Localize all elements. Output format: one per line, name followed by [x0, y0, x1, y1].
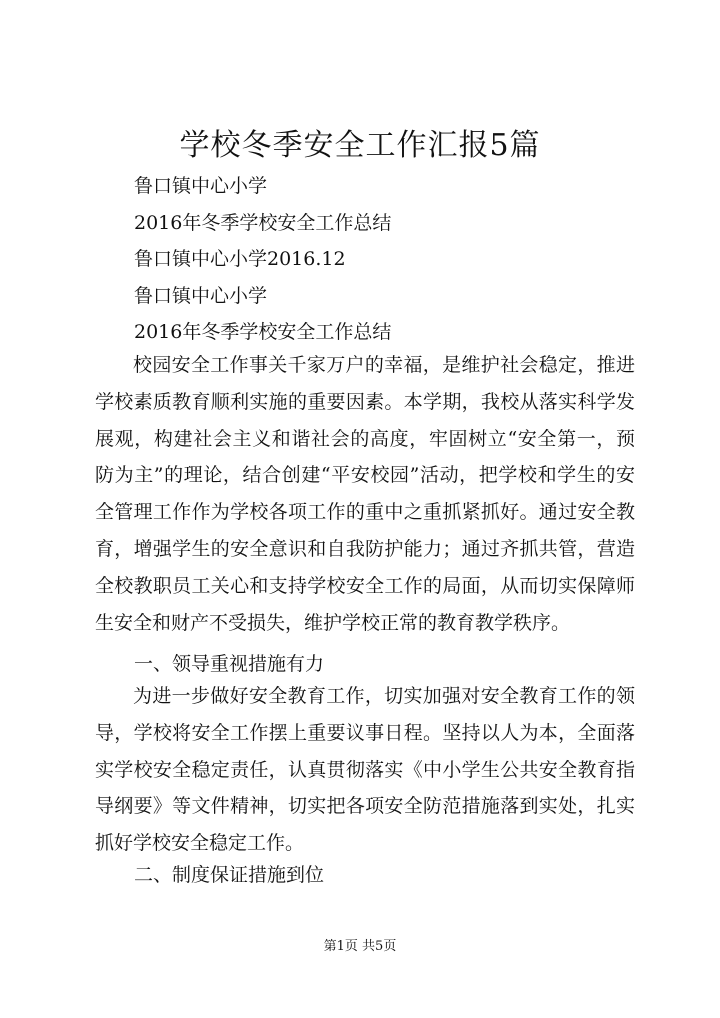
school-name-line: 鲁口镇中心小学 [134, 175, 268, 197]
report-subtitle-line-repeat: 2016年冬季学校安全工作总结 [134, 321, 392, 343]
school-date-line: 鲁口镇中心小学2016.12 [134, 248, 346, 270]
paragraph-leadership: 为进一步做好安全教育工作，切实加强对安全教育工作的领导，学校将安全工作摆上重要议事日程。坚持以人为本，全面落实学校安全稳定责任，认真贯彻落实《中小学生公共安全教育指导纲要》等文件精神，切实把各项安全防范措施落到实处，扎实抓好学校安全稳定工作。 [95, 685, 635, 855]
section-heading-system: 二、制度保证措施到位 [134, 864, 325, 886]
school-name-line-repeat: 鲁口镇中心小学 [134, 285, 268, 307]
page-footer: 第1页 共5页 [323, 939, 397, 954]
paragraph-intro: 校园安全工作事关千家万户的幸福，是维护社会稳定，推进学校素质教育顺利实施的重要因素。本学期，我校从落实科学发展观，构建社会主义和谐社会的高度，牢固树立“安全第一，预防为主”的理论，结合创建“平安校园”活动，把学校和学生的安全管理工作作为学校各项工作的重中之重抓紧抓好。通过安全教育，增强学生的安全意识和自我防护能力；通过齐抓共管，营造全校教职员工关心和支持学校安全工作的局面，从而切实保障师生安全和财产不受损失，维护学校正常的教育教学秩序。 [95, 354, 635, 634]
report-subtitle-line: 2016年冬季学校安全工作总结 [134, 212, 392, 234]
section-heading-leadership: 一、领导重视措施有力 [134, 653, 325, 675]
document-title: 学校冬季安全工作汇报5篇 [179, 128, 541, 163]
